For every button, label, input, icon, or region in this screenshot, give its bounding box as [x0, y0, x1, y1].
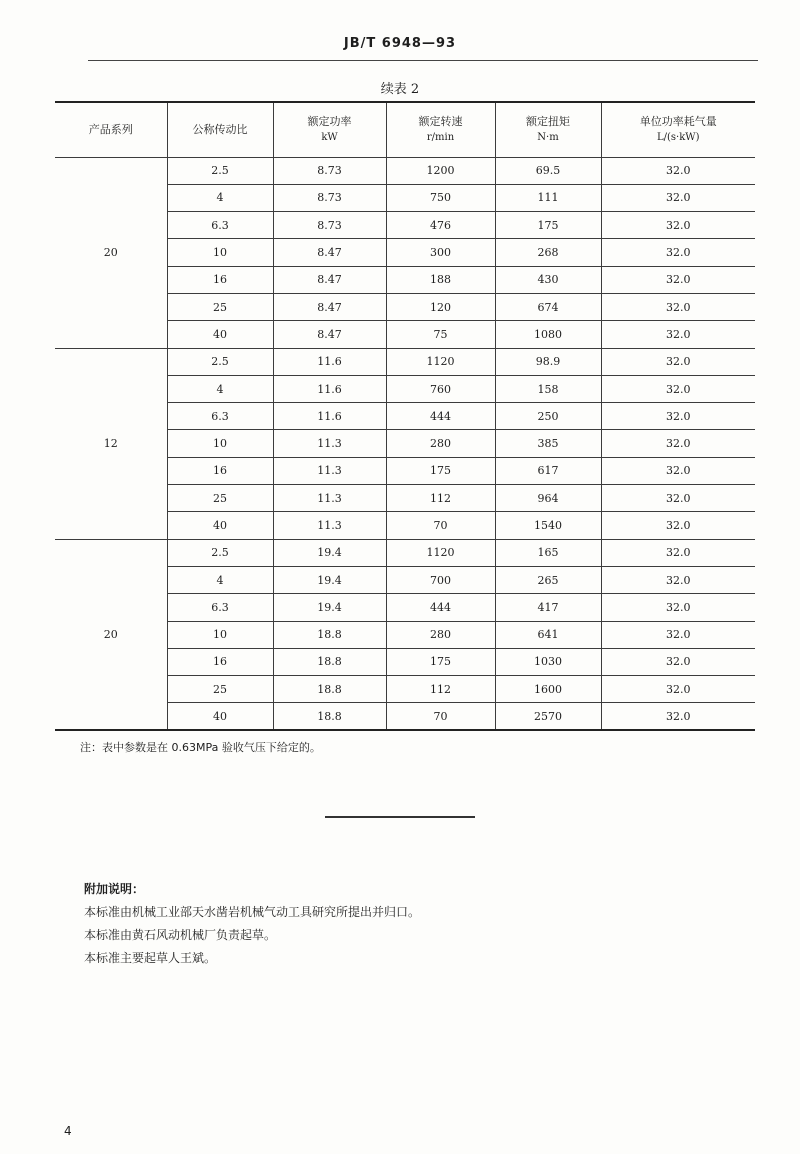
table-caption: 续表 2	[380, 82, 420, 97]
cell-rated-torque: 1600	[495, 676, 601, 703]
cell-rated-speed: 476	[386, 212, 495, 239]
cell-nominal-ratio: 2.5	[167, 539, 273, 566]
cell-rated-power: 11.3	[273, 512, 386, 539]
cell-air-consumption: 32.0	[601, 539, 755, 566]
cell-nominal-ratio: 4	[167, 184, 273, 211]
cell-air-consumption: 32.0	[601, 293, 755, 320]
cell-rated-torque: 158	[495, 375, 601, 402]
cell-rated-power: 11.6	[273, 403, 386, 430]
cell-rated-power: 8.47	[273, 239, 386, 266]
cell-air-consumption: 32.0	[601, 157, 755, 184]
cell-rated-power: 11.3	[273, 485, 386, 512]
header-divider	[88, 60, 758, 61]
cell-rated-torque: 1030	[495, 648, 601, 675]
column-header-rated-speed	[386, 102, 495, 157]
column-header-air-consumption	[601, 102, 755, 157]
table-header	[55, 102, 755, 157]
cell-rated-speed: 1120	[386, 348, 495, 375]
cell-nominal-ratio: 10	[167, 239, 273, 266]
table-body	[55, 157, 755, 730]
additional-line: 本标准由机械工业部天水凿岩机械气动工具研究所提出并归口。	[84, 905, 421, 919]
cell-rated-torque: 385	[495, 430, 601, 457]
additional-notes	[84, 878, 420, 970]
cell-rated-torque: 2570	[495, 703, 601, 730]
cell-rated-power: 8.47	[273, 321, 386, 348]
cell-rated-power: 11.3	[273, 457, 386, 484]
cell-rated-power: 8.73	[273, 184, 386, 211]
column-unit: kW	[321, 131, 338, 143]
cell-air-consumption: 32.0	[601, 457, 755, 484]
cell-air-consumption: 32.0	[601, 348, 755, 375]
cell-rated-torque: 617	[495, 457, 601, 484]
cell-rated-torque: 111	[495, 184, 601, 211]
cell-rated-torque: 250	[495, 403, 601, 430]
cell-nominal-ratio: 25	[167, 293, 273, 320]
cell-nominal-ratio: 40	[167, 512, 273, 539]
cell-air-consumption: 32.0	[601, 212, 755, 239]
cell-rated-power: 18.8	[273, 621, 386, 648]
cell-rated-power: 11.6	[273, 348, 386, 375]
cell-rated-speed: 1120	[386, 539, 495, 566]
cell-rated-speed: 300	[386, 239, 495, 266]
cell-air-consumption: 32.0	[601, 594, 755, 621]
cell-rated-torque: 430	[495, 266, 601, 293]
standard-code-header: JB/T 6948—93	[343, 36, 457, 51]
column-unit: r/min	[426, 131, 455, 143]
cell-air-consumption: 32.0	[601, 676, 755, 703]
column-label: 额定转速	[418, 114, 463, 128]
cell-nominal-ratio: 10	[167, 621, 273, 648]
cell-air-consumption: 32.0	[601, 648, 755, 675]
cell-rated-power: 18.8	[273, 676, 386, 703]
cell-rated-speed: 444	[386, 594, 495, 621]
header-row	[55, 102, 755, 157]
cell-rated-speed: 120	[386, 293, 495, 320]
cell-air-consumption: 32.0	[601, 485, 755, 512]
cell-rated-speed: 444	[386, 403, 495, 430]
table-row	[55, 157, 755, 184]
cell-rated-speed: 188	[386, 266, 495, 293]
cell-rated-power: 11.6	[273, 375, 386, 402]
cell-nominal-ratio: 16	[167, 457, 273, 484]
cell-air-consumption: 32.0	[601, 403, 755, 430]
series-cell: 20	[55, 157, 167, 348]
cell-nominal-ratio: 6.3	[167, 403, 273, 430]
cell-nominal-ratio: 6.3	[167, 594, 273, 621]
column-header-rated-power	[273, 102, 386, 157]
cell-nominal-ratio: 4	[167, 566, 273, 593]
cell-rated-power: 19.4	[273, 539, 386, 566]
cell-rated-power: 8.73	[273, 212, 386, 239]
additional-title: 附加说明：	[84, 882, 145, 896]
page-number: 4	[64, 1124, 72, 1138]
column-header-product-series	[55, 102, 167, 157]
column-unit: N·m	[537, 131, 559, 143]
cell-rated-torque: 175	[495, 212, 601, 239]
cell-nominal-ratio: 16	[167, 266, 273, 293]
cell-rated-torque: 1540	[495, 512, 601, 539]
cell-rated-torque: 165	[495, 539, 601, 566]
column-label: 额定功率	[307, 114, 352, 128]
cell-nominal-ratio: 40	[167, 321, 273, 348]
cell-rated-speed: 175	[386, 457, 495, 484]
cell-air-consumption: 32.0	[601, 703, 755, 730]
column-label: 公称传动比	[192, 122, 248, 136]
cell-air-consumption: 32.0	[601, 184, 755, 211]
cell-rated-speed: 280	[386, 430, 495, 457]
cell-rated-speed: 280	[386, 621, 495, 648]
cell-air-consumption: 32.0	[601, 266, 755, 293]
cell-air-consumption: 32.0	[601, 512, 755, 539]
cell-rated-torque: 265	[495, 566, 601, 593]
cell-rated-torque: 268	[495, 239, 601, 266]
series-cell: 12	[55, 348, 167, 539]
cell-nominal-ratio: 40	[167, 703, 273, 730]
cell-rated-speed: 760	[386, 375, 495, 402]
cell-rated-power: 18.8	[273, 703, 386, 730]
series-cell: 20	[55, 539, 167, 730]
cell-rated-torque: 674	[495, 293, 601, 320]
cell-rated-power: 18.8	[273, 648, 386, 675]
cell-nominal-ratio: 16	[167, 648, 273, 675]
cell-nominal-ratio: 10	[167, 430, 273, 457]
column-label: 额定扭矩	[526, 114, 570, 128]
cell-rated-torque: 1080	[495, 321, 601, 348]
cell-rated-torque: 641	[495, 621, 601, 648]
table-row	[55, 348, 755, 375]
cell-nominal-ratio: 6.3	[167, 212, 273, 239]
cell-air-consumption: 32.0	[601, 321, 755, 348]
cell-rated-torque: 417	[495, 594, 601, 621]
cell-rated-power: 8.47	[273, 293, 386, 320]
cell-rated-power: 19.4	[273, 566, 386, 593]
column-label: 单位功率耗气量	[639, 114, 717, 128]
cell-nominal-ratio: 25	[167, 485, 273, 512]
cell-nominal-ratio: 2.5	[167, 157, 273, 184]
cell-air-consumption: 32.0	[601, 566, 755, 593]
cell-rated-speed: 75	[386, 321, 495, 348]
cell-nominal-ratio: 4	[167, 375, 273, 402]
additional-line: 本标准由黄石风动机械厂负责起草。	[84, 928, 277, 942]
cell-rated-speed: 700	[386, 566, 495, 593]
cell-rated-speed: 70	[386, 512, 495, 539]
cell-rated-power: 8.73	[273, 157, 386, 184]
cell-air-consumption: 32.0	[601, 239, 755, 266]
table-note: 注：表中参数是在 0.63MPa 验收气压下给定的。	[80, 741, 321, 754]
spec-table	[55, 101, 755, 731]
column-unit: L/(s·kW)	[657, 131, 700, 143]
cell-rated-torque: 69.5	[495, 157, 601, 184]
cell-air-consumption: 32.0	[601, 375, 755, 402]
cell-rated-speed: 70	[386, 703, 495, 730]
cell-nominal-ratio: 25	[167, 676, 273, 703]
cell-rated-speed: 112	[386, 485, 495, 512]
cell-rated-speed: 175	[386, 648, 495, 675]
cell-rated-power: 8.47	[273, 266, 386, 293]
cell-rated-speed: 112	[386, 676, 495, 703]
table-row	[55, 539, 755, 566]
cell-rated-speed: 1200	[386, 157, 495, 184]
cell-air-consumption: 32.0	[601, 621, 755, 648]
cell-rated-torque: 964	[495, 485, 601, 512]
cell-air-consumption: 32.0	[601, 430, 755, 457]
additional-line: 本标准主要起草人王斌。	[84, 951, 217, 965]
cell-nominal-ratio: 2.5	[167, 348, 273, 375]
cell-rated-power: 11.3	[273, 430, 386, 457]
column-label: 产品系列	[88, 122, 133, 136]
cell-rated-torque: 98.9	[495, 348, 601, 375]
cell-rated-speed: 750	[386, 184, 495, 211]
column-header-rated-torque	[495, 102, 601, 157]
end-divider	[325, 816, 475, 818]
column-header-nominal-ratio	[167, 102, 273, 157]
cell-rated-power: 19.4	[273, 594, 386, 621]
